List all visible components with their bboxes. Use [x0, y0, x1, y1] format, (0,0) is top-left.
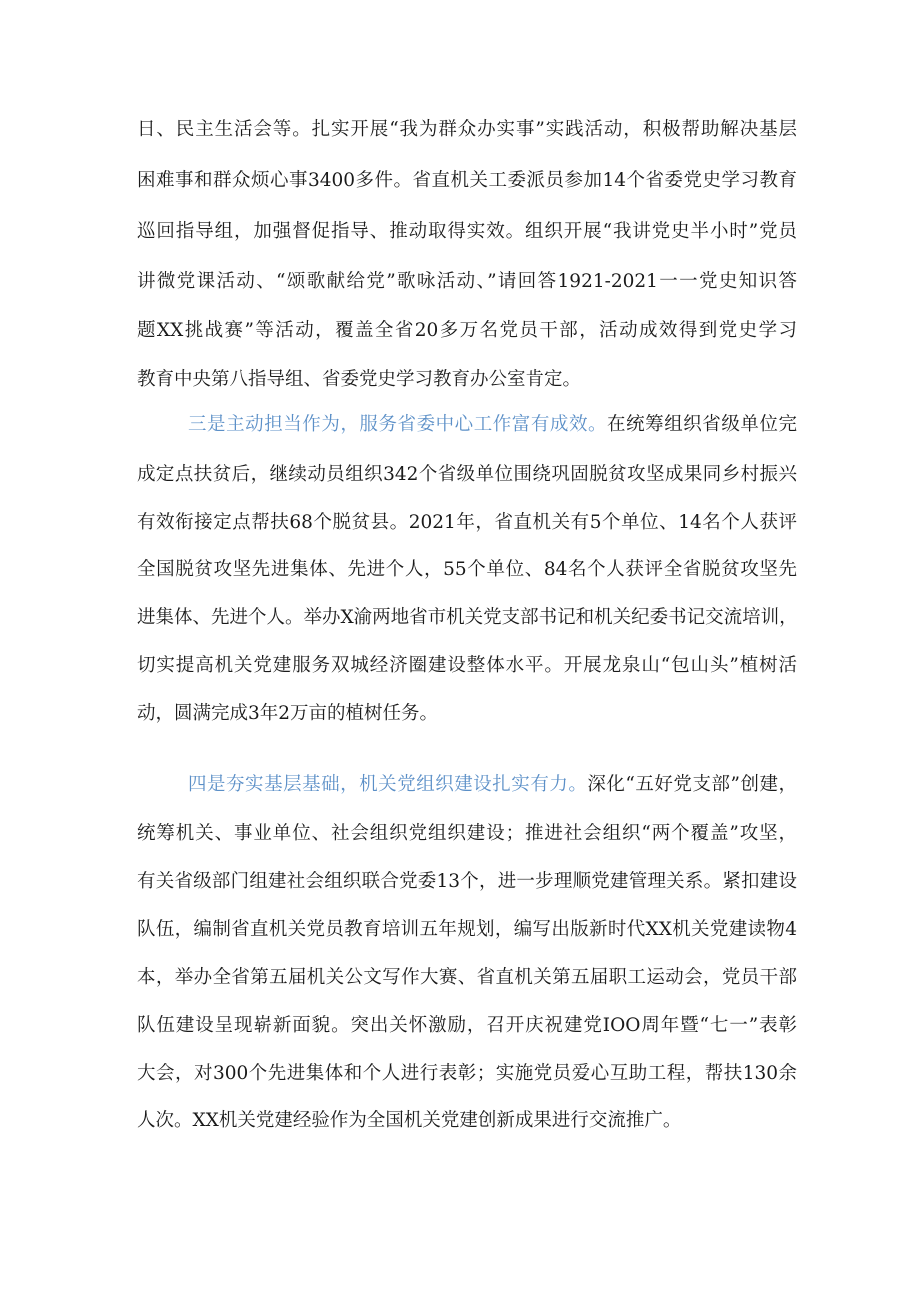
paragraph-1-line-1: 日、民主生活会等。扎实开展“我为群众办实事”实践活动，积极帮助解决基层: [137, 119, 797, 140]
paragraph-1-line-3: 巡回指导组，加强督促指导、推动取得实效。组织开展“我讲党史半小时”党员: [137, 221, 797, 242]
paragraph-1-line-2: 困难事和群众烦心事3400多件。省直机关工委派员参加14个省委党史学习教育: [137, 170, 797, 191]
paragraph-3-line-8: 人次。XX机关党建经验作为全国机关党建创新成果进行交流推广。: [137, 1110, 682, 1131]
paragraph-1-line-5: 题XX挑战赛”等活动，覆盖全省20多万名党员干部，活动成效得到党史学习: [137, 320, 797, 341]
paragraph-3-first-line: [188, 772, 797, 798]
paragraph-2-line-5: 进集体、先进个人。举办X渝两地省市机关党支部书记和机关纪委书记交流培训，: [137, 607, 798, 628]
paragraph-3-line-3: 有关省级部门组建社会组织联合党委13个，进一步理顺党建管理关系。紧扣建设: [137, 871, 797, 892]
paragraph-1-line-6: 教育中央第八指导组、省委党史学习教育办公室肯定。: [137, 369, 582, 390]
paragraph-3-line-7: 大会，对300个先进集体和个人进行表彰；实施党员爱心互助工程，帮扶130余: [137, 1063, 797, 1084]
paragraph-2-line-3: 有效衔接定点帮扶68个脱贫县。2021年，省直机关有5个单位、14名个人获评: [137, 512, 797, 533]
paragraph-2-line-7: 动，圆满完成3年2万亩的植树任务。: [137, 703, 439, 724]
paragraph-3-line-6: 队伍建设呈现崭新面貌。突出关怀激励，召开庆祝建党IOO周年暨“七一”表彰: [137, 1015, 797, 1036]
paragraph-3-first-line-text: 深化“五好党支部”创建，: [587, 774, 797, 795]
paragraph-2-line-4: 全国脱贫攻坚先进集体、先进个人，55个单位、84名个人获评全省脱贫攻坚先: [137, 559, 797, 580]
paragraph-3-line-5: 本，举办全省第五届机关公文写作大赛、省直机关第五届职工运动会，党员干部: [137, 967, 797, 988]
paragraph-2-heading: 三是主动担当作为，服务省委中心工作富有成效。: [188, 414, 608, 435]
paragraph-2-line-6: 切实提高机关党建服务双城经济圈建设整体水平。开展龙泉山“包山头”植树活: [137, 655, 797, 676]
paragraph-3-line-2: 统筹机关、事业单位、社会组织党组织建设；推进社会组织“两个覆盖”攻坚，: [137, 823, 797, 844]
paragraph-2-first-line: [188, 412, 797, 438]
paragraph-1-line-4: 讲微党课活动、“颂歌献给党”歌咏活动、”请回答1921-2021一一党史知识答: [137, 271, 797, 292]
paragraph-3-line-4: 队伍，编制省直机关党员教育培训五年规划，编写出版新时代XX机关党建读物4: [137, 919, 797, 940]
paragraph-2-first-line-text: 在统筹组织省级单位完: [607, 414, 797, 435]
paragraph-2-line-2: 成定点扶贫后，继续动员组织342个省级单位围绕巩固脱贫攻坚成果同乡村振兴: [137, 464, 797, 485]
paragraph-3-heading: 四是夯实基层基础，机关党组织建设扎实有力。: [188, 774, 588, 795]
